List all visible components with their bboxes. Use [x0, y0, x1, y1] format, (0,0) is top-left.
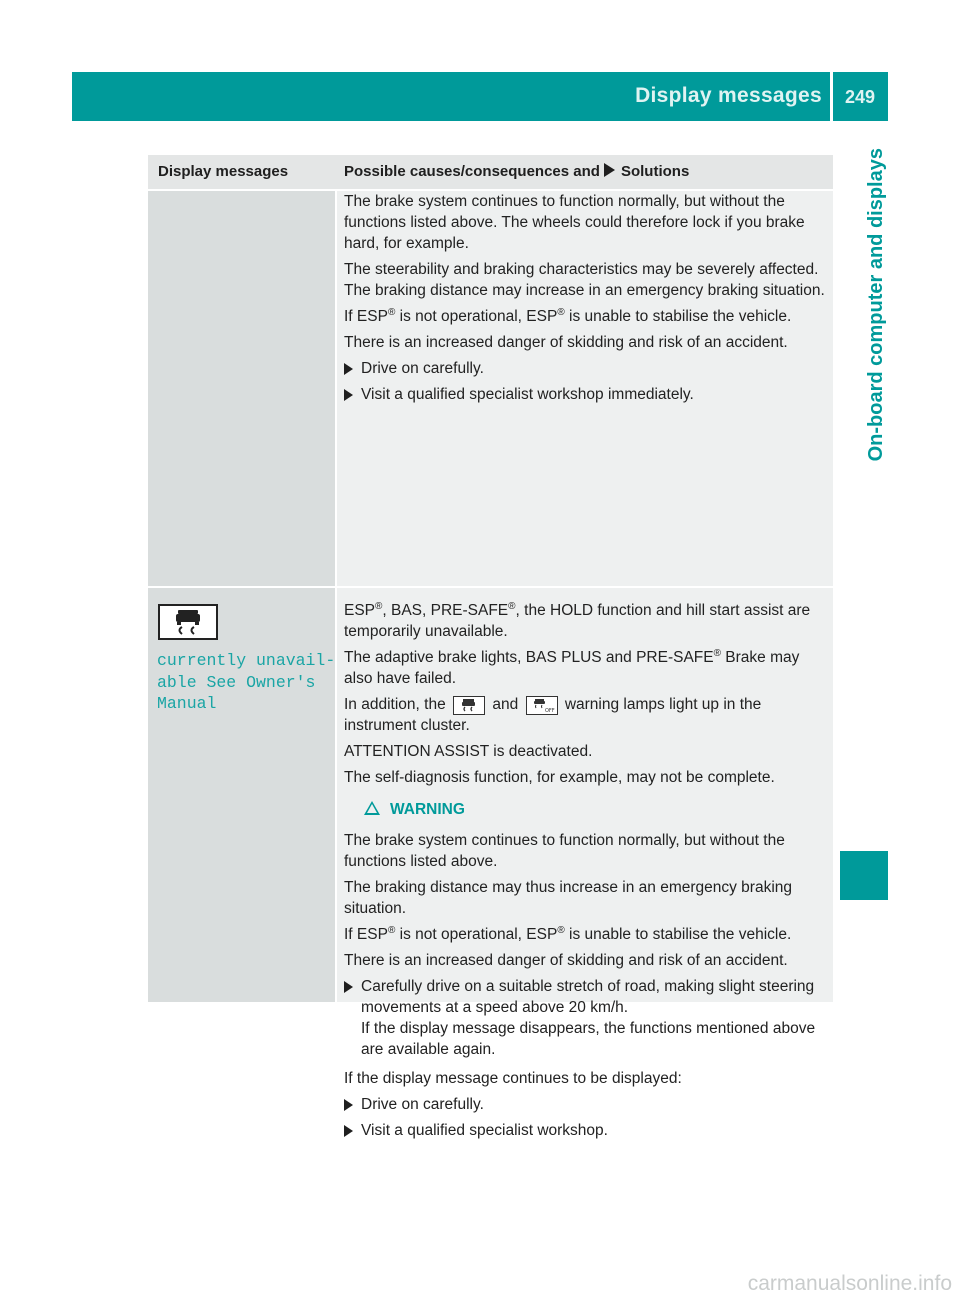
paragraph: The steerability and braking characteristics may be severely affected. The braking distance may increase in an emergency braking situation.: [344, 261, 825, 299]
header-divider: [830, 72, 833, 121]
header-bar: [72, 72, 888, 121]
solution-text: [344, 600, 826, 1146]
list-item: Visit a qualified specialist workshop immediately.: [344, 384, 826, 405]
display-messages-table: [148, 155, 833, 1139]
paragraph: The self-diagnosis function, for example, may not be complete.: [344, 769, 775, 786]
esp-skid-warning-icon: [158, 604, 218, 640]
esp-off-warning-lamp-icon: [526, 696, 558, 715]
col-header-display-messages: Display messages: [158, 163, 289, 180]
footer-watermark: carmanualsonline.info: [747, 1272, 952, 1295]
arrow-right-icon: [604, 163, 615, 177]
paragraph: ATTENTION ASSIST is deactivated.: [344, 743, 593, 760]
list-item: Carefully drive on a suitable stretch of road, making slight steering movements at a speed above 20 km/h. If the display message disappears, the functions mentioned above are available again.: [344, 976, 826, 1060]
paragraph: The braking distance may thus increase in an emergency braking situation.: [344, 879, 793, 917]
paragraph: The brake system continues to function normally, but without the functions listed above. The wheels could therefore lock if you brake hard, for example.: [344, 193, 805, 252]
page-title: Display messages: [635, 84, 822, 107]
list-item: Drive on carefully.: [344, 358, 826, 379]
list-item: Drive on carefully.: [344, 1094, 826, 1115]
paragraph: There is an increased danger of skidding and risk of an accident.: [344, 952, 788, 969]
col-header-causes-solutions: Possible causes/consequences and Solutions: [344, 163, 690, 180]
warning-heading: WARNING: [344, 799, 826, 820]
paragraph: If ESP® is not operational, ESP® is unable to stabilise the vehicle.: [344, 307, 792, 325]
arrow-right-icon: [344, 1099, 353, 1111]
paragraph: ESP®, BAS, PRE-SAFE®, the HOLD function and hill start assist are temporarily unavailable.: [344, 601, 811, 640]
svg-text:OFF: OFF: [544, 708, 555, 713]
list-item: Visit a qualified specialist workshop.: [344, 1120, 826, 1141]
paragraph: If ESP® is not operational, ESP® is unable to stabilise the vehicle.: [344, 925, 792, 943]
paragraph: In addition, the and OFF warning lamps light up in the instrument cluster.: [344, 696, 762, 734]
arrow-right-icon: [344, 389, 353, 401]
arrow-right-icon: [344, 363, 353, 375]
arrow-right-icon: [344, 1125, 353, 1137]
paragraph: The adaptive brake lights, BAS PLUS and PRE-SAFE® Brake may also have failed.: [344, 648, 800, 687]
arrow-right-icon: [344, 981, 353, 993]
table-row-2-solution-cell: [337, 588, 833, 1139]
display-message-text: currently unavail‐ able See Owner's Manual: [157, 651, 336, 713]
section-tab: [840, 130, 888, 830]
page-number: 249: [844, 87, 876, 107]
esp-warning-lamp-icon: [453, 696, 485, 715]
section-marker: [840, 851, 888, 900]
paragraph: If the display message continues to be displayed:: [344, 1070, 682, 1087]
solution-text: [344, 191, 826, 410]
table-row-1-solution-cell: [337, 191, 833, 586]
table-header: [148, 155, 833, 189]
section-tab-label: On-board computer and displays: [865, 148, 887, 462]
paragraph: The brake system continues to function normally, but without the functions listed above.: [344, 832, 785, 870]
paragraph: There is an increased danger of skidding and risk of an accident.: [344, 334, 788, 351]
warning-triangle-icon: [364, 801, 380, 815]
table-row-2-message-cell: [148, 588, 335, 1002]
table-row-1-message-cell: [148, 191, 335, 586]
